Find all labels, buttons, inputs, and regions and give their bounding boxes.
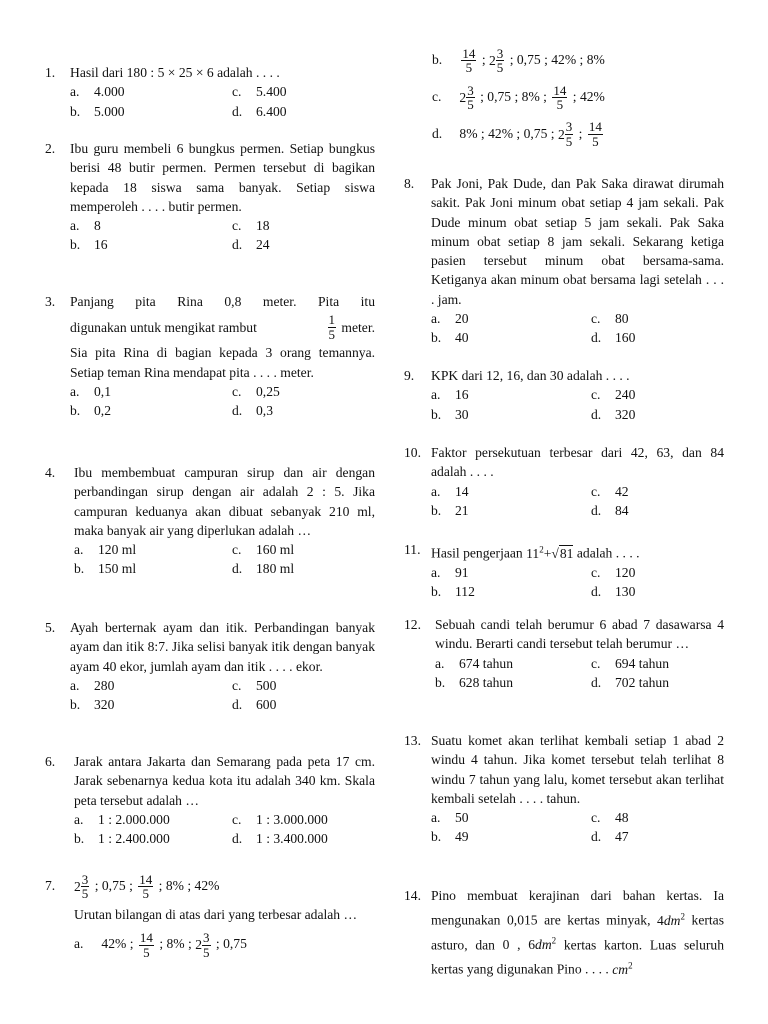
question-stem: Ibu membembuat campuran sirup dan air dengan perbandingan sirup dengan air adalah 2 : 5. Jika campuran keduanya akan dibuat sebanyak 210 ml, maka banyak air yang diperlukan adalah …	[74, 465, 375, 538]
option-c[interactable]: c. 80	[591, 311, 629, 327]
answer-options	[431, 808, 724, 847]
option-b[interactable]: b. 30	[431, 406, 469, 422]
fraction: $\frac{3}{5}$	[467, 82, 474, 113]
question-stem: Hasil dari 180 : 5 × 25 × 6 adalah . . . .	[70, 65, 280, 80]
option-c[interactable]: c. 5.400	[232, 84, 287, 100]
fraction: $\frac{14}{5}$	[553, 82, 567, 113]
question-number: 9.	[404, 368, 415, 383]
question-number: 2.	[45, 141, 56, 156]
option-b[interactable]: b. 1 : 2.400.000	[74, 831, 170, 847]
question-number: 12.	[404, 617, 421, 632]
option-d[interactable]: d. 0,3	[232, 403, 273, 419]
answer-options	[70, 382, 375, 421]
question-stem: Pino membuat kerajinan dari bahan kertas. Ia mengunakan 0,015 are kertas minyak, $4dm^2$ kertas asturo, dan 0 , $6dm^2$ kertas karton. Luas seluruh kertas yang digunakan Pino . . . . $cm^2$	[431, 888, 724, 977]
option-c[interactable]: c. 500	[232, 677, 277, 693]
option-b[interactable]: b. 150 ml	[74, 561, 137, 577]
option-c[interactable]: c. 240	[591, 387, 636, 403]
question-13	[404, 731, 724, 847]
math-expression: $11^2+√81$	[526, 544, 574, 561]
question-stem: Pak Joni, Pak Dude, dan Pak Saka dirawat dirumah sakit. Pak Joni minum obat setiap 4 jam sekali. Pak Dude minum obat setiap 5 jam sekali. Pak Saka minum obat setiap 8 jam sekali. Sekarang ketiga pasien tersebut minum obat bersama-sama. Ketiganya akan minum obat bersama lagi setelah . . . . jam.	[431, 176, 724, 307]
option-d[interactable]: d. 84	[591, 502, 629, 518]
answer-options	[431, 482, 724, 521]
option-b[interactable]: b. 628 tahun	[435, 674, 513, 690]
option-c[interactable]: c. 42	[591, 483, 629, 499]
question-number: 14.	[404, 888, 421, 903]
option-a[interactable]: a. 280	[70, 677, 115, 693]
question-stem: Sebuah candi telah berumur 6 abad 7 dasawarsa 4 windu. Berarti candi tersebut telah berumur …	[435, 617, 724, 652]
option-b[interactable]: b. 0,2	[70, 403, 111, 419]
measure: 0 , $6dm^2$	[502, 935, 557, 953]
fraction: $\frac{14}{5}$	[462, 45, 476, 76]
option-a[interactable]: a. 91	[431, 564, 469, 580]
question-12	[404, 615, 724, 692]
fraction: $\frac{14}{5}$	[139, 929, 153, 960]
question-5	[45, 618, 375, 714]
question-7	[45, 868, 375, 963]
option-d[interactable]: d. 6.400	[232, 103, 287, 119]
answer-options	[74, 810, 375, 849]
option-a[interactable]: a. 120 ml	[74, 542, 137, 558]
question-1	[45, 63, 375, 121]
option-b[interactable]: b. 5.000	[70, 103, 125, 119]
option-a[interactable]: a. 50	[431, 810, 469, 826]
option-c[interactable]: c. 0,25	[232, 383, 280, 399]
stem-line: digunakan untuk mengikat rambut 1 5 meter.	[70, 312, 375, 342]
question-number: 5.	[45, 620, 56, 635]
question-number: 4.	[45, 465, 56, 480]
option-d[interactable]: d. 180 ml	[232, 561, 295, 577]
question-stem	[74, 868, 375, 963]
question-stem: Ibu guru membeli 6 bungkus permen. Setiap bungkus berisi 48 butir permen. Permen tersebut di bagikan kepada 18 siswa sama banyak. Setiap siswa memperoleh . . . . butir permen.	[70, 141, 375, 214]
answer-options	[431, 385, 724, 424]
answer-options	[70, 676, 375, 715]
number-list: 2 $\frac{3}{5}$ ; 0,75 ; $\frac{14}{5}$ ; 8% ; 42%	[74, 871, 220, 902]
stem-line: Sia pita Rina di bagian kepada 3 orang temannya. Setiap teman Rina mendapat pita . . . . meter.	[70, 345, 375, 380]
question-number: 3.	[45, 294, 56, 309]
option-c[interactable]: c. 1 : 3.000.000	[232, 811, 328, 827]
answer-options	[70, 216, 375, 255]
option-d[interactable]: d. 320	[591, 406, 636, 422]
question-number: 8.	[404, 176, 415, 191]
option-c[interactable]: c. 18	[232, 218, 270, 234]
stem-line: Panjang pita Rina 0,8 meter. Pita itu	[70, 294, 375, 309]
option-a[interactable]: a. 16	[431, 387, 469, 403]
question-3	[45, 292, 375, 420]
question-11	[404, 540, 724, 601]
option-a[interactable]: a. 8	[70, 218, 101, 234]
question-stem: Jarak antara Jakarta dan Semarang pada peta 17 cm. Jarak sebenarnya kedua kota itu adalah 340 km. Skala peta tersebut adalah …	[74, 754, 375, 808]
question-4	[45, 463, 375, 579]
fraction: $\frac{3}{5}$	[565, 119, 573, 150]
question-10	[404, 443, 724, 520]
option-b[interactable]: b. 21	[431, 502, 469, 518]
question-14	[404, 885, 724, 980]
question-number: 11.	[404, 542, 421, 557]
option-d[interactable]: d. 47	[591, 829, 629, 845]
option-d[interactable]: d. 8% ; 42% ; 0,75 ; 2 $\frac{3}{5}$ ; $\frac{14}{5}$	[432, 119, 602, 150]
option-b[interactable]: b. $\frac{14}{5}$ ; 2 $\frac{3}{5}$ ; 0,75 ; 42% ; 8%	[432, 45, 605, 76]
question-stem: KPK dari 12, 16, dan 30 adalah . . . .	[431, 368, 630, 383]
stem-text: Urutan bilangan di atas dari yang terbesar adalah …	[74, 906, 358, 922]
option-b[interactable]: b. 16	[70, 237, 108, 253]
option-b[interactable]: b. 320	[70, 697, 115, 713]
option-a[interactable]: a. 42% ; $\frac{14}{5}$ ; 8% ; 2 $\frac{3}{5}$ ; 0,75	[74, 929, 247, 960]
answer-options	[435, 654, 724, 693]
option-a[interactable]: a. 20	[431, 311, 469, 327]
question-number: 13.	[404, 733, 421, 748]
question-stem: Hasil pengerjaan $11^2+√81$ adalah . . . .	[431, 544, 640, 561]
answer-options	[74, 540, 375, 579]
answer-options	[431, 309, 724, 348]
option-c[interactable]: c. 2 $\frac{3}{5}$ ; 0,75 ; 8% ; $\frac{14}{5}$ ; 42%	[432, 82, 605, 113]
option-b[interactable]: b. 40	[431, 330, 469, 346]
answer-options	[431, 563, 724, 602]
question-number: 7.	[45, 878, 56, 893]
option-a[interactable]: a. 14	[431, 483, 469, 499]
option-c[interactable]: c. 48	[591, 810, 629, 826]
fraction: $\frac{14}{5}$	[139, 871, 153, 902]
fraction: 1 5	[328, 312, 335, 342]
option-d[interactable]: d. 600	[232, 697, 277, 713]
question-stem: Faktor persekutuan terbesar dari 42, 63, dan 84 adalah . . . .	[431, 445, 724, 480]
question-stem: Ayah berternak ayam dan itik. Perbandingan banyak ayam dan itik 8:7. Jika selisi banyak itik dengan banyak ayam 40 ekor, jumlah ayam dan itik . . . . ekor.	[70, 620, 375, 674]
question-2	[45, 139, 375, 255]
option-d[interactable]: d. 160	[591, 330, 636, 346]
option-d[interactable]: d. 24	[232, 237, 270, 253]
question-stem: Suatu komet akan terlihat kembali setiap 1 abad 2 windu 4 tahun. Jika komet tersebut telah terlihat 8 windu 7 tahun yang lalu, komet tersebut akan terlihat kembali setelah . . . . tahun.	[431, 733, 724, 806]
question-number: 6.	[45, 754, 56, 769]
option-a[interactable]: a. 0,1	[70, 383, 111, 399]
option-d[interactable]: d. 702 tahun	[591, 674, 669, 690]
question-number: 1.	[45, 65, 56, 80]
option-b[interactable]: b. 49	[431, 829, 469, 845]
measure: $4dm^2$	[657, 911, 685, 928]
answer-options	[70, 82, 375, 121]
fraction: $\frac{14}{5}$	[588, 119, 602, 150]
fraction: $\frac{3}{5}$	[496, 45, 504, 76]
fraction: $\frac{3}{5}$	[81, 871, 89, 902]
question-number: 10.	[404, 445, 421, 460]
option-a[interactable]: a. 4.000	[70, 84, 125, 100]
option-b[interactable]: b. 112	[431, 584, 475, 600]
question-9	[404, 366, 724, 424]
option-a[interactable]: a. 674 tahun	[435, 655, 513, 671]
question-stem	[70, 292, 375, 382]
option-c[interactable]: c. 160 ml	[232, 542, 295, 558]
option-c[interactable]: c. 120	[591, 564, 636, 580]
measure: $cm^2$	[612, 960, 633, 977]
option-c[interactable]: c. 694 tahun	[591, 655, 669, 671]
fraction: $\frac{3}{5}$	[203, 929, 210, 960]
option-d[interactable]: d. 1 : 3.400.000	[232, 831, 328, 847]
option-a[interactable]: a. 1 : 2.000.000	[74, 811, 170, 827]
question-6	[45, 752, 375, 848]
option-d[interactable]: d. 130	[591, 584, 636, 600]
question-8	[404, 174, 724, 348]
question-7-options-continued	[432, 42, 724, 153]
